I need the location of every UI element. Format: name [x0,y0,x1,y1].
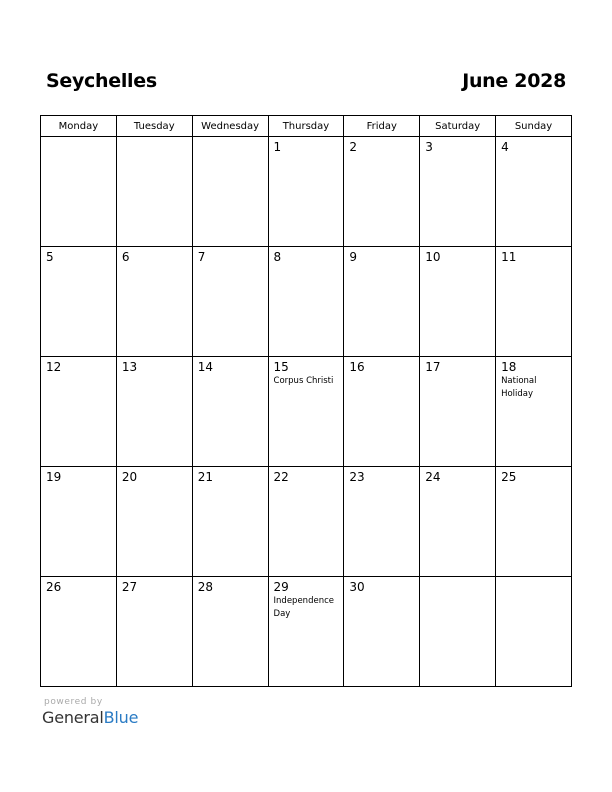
day-cell [41,137,117,247]
holiday-label [344,264,419,265]
holiday-label [420,374,495,375]
day-number: 12 [46,360,62,374]
day-number: 1 [273,140,282,154]
calendar-grid [40,115,572,687]
day-cell [496,247,572,357]
day-cell [116,357,192,467]
day-number: 30 [349,580,365,594]
holiday-label [496,484,571,485]
day-cell [192,467,268,577]
country-title: Seychelles [46,70,157,92]
day-number: 27 [121,580,138,594]
day-number: 25 [501,470,517,484]
day-number: 29 [273,580,289,594]
day-cell [268,247,344,357]
day-number: 14 [197,360,213,374]
day-cell [192,137,268,247]
holiday-label: Independence Day [273,596,334,619]
holiday-label [193,594,268,595]
day-cell [268,467,344,577]
week-row [41,137,572,247]
powered-by-label: powered by [44,697,103,707]
holiday-label [420,581,495,582]
holiday-label [117,264,192,265]
day-cell [192,247,268,357]
day-cell [268,577,344,687]
holiday-label [344,374,419,375]
holiday-label [344,484,419,485]
day-cell [116,137,192,247]
holiday-label [117,374,192,375]
day-number: 24 [425,470,441,484]
week-row [41,247,572,357]
day-number: 18 [501,360,517,374]
weekday-header: Sunday [496,116,572,137]
day-cell [41,467,117,577]
day-number: 13 [121,360,138,374]
day-cell [344,577,420,687]
day-number: 10 [425,250,441,264]
calendar-body [41,137,572,687]
day-number: 3 [425,140,433,154]
month-title: June 2028 [462,70,566,92]
day-number: 23 [349,470,365,484]
day-number: 11 [501,250,517,264]
day-number: 7 [197,250,206,264]
holiday-label [41,484,116,485]
weekday-header: Monday [41,116,117,137]
holiday-label [41,374,116,375]
holiday-label [41,141,116,142]
day-number: 16 [349,360,365,374]
holiday-label [344,594,419,595]
day-cell [41,577,117,687]
holiday-label [269,154,344,155]
day-number: 17 [425,360,441,374]
holiday-label [269,484,344,485]
holiday-label [344,154,419,155]
day-cell [420,467,496,577]
holiday-label [269,264,344,265]
day-cell [420,357,496,467]
day-number: 19 [46,470,62,484]
logo-text-general: General [42,708,104,727]
day-cell [344,247,420,357]
day-cell [420,577,496,687]
day-cell [496,357,572,467]
logo-text-blue: Blue [103,708,139,727]
day-cell [192,357,268,467]
day-cell [496,467,572,577]
day-cell [496,137,572,247]
day-number: 9 [349,250,358,264]
holiday-label [41,594,116,595]
holiday-label [41,264,116,265]
weekday-header: Wednesday [192,116,268,137]
day-number: 8 [273,250,282,264]
holiday-label [420,154,495,155]
day-number: 21 [197,470,213,484]
day-cell [192,577,268,687]
holiday-label [117,594,192,595]
day-cell [344,137,420,247]
day-cell [41,357,117,467]
week-row [41,467,572,577]
day-number: 20 [121,470,138,484]
holiday-label [193,264,268,265]
day-cell [344,467,420,577]
day-cell [344,357,420,467]
day-number: 2 [349,140,358,154]
day-number: 6 [121,250,130,264]
day-cell [496,577,572,687]
day-cell [268,137,344,247]
day-cell [420,137,496,247]
day-cell [41,247,117,357]
holiday-label [193,141,268,142]
week-row [41,357,572,467]
weekday-header: Thursday [268,116,344,137]
holiday-label [117,484,192,485]
holiday-label: National Holiday [501,376,537,399]
weekday-header: Friday [344,116,420,137]
day-cell [420,247,496,357]
day-number: 4 [501,140,509,154]
day-cell [116,467,192,577]
holiday-label [117,141,192,142]
week-row [41,577,572,687]
day-number: 5 [46,250,54,264]
day-number: 22 [273,470,289,484]
day-number: 28 [197,580,213,594]
holiday-label [420,484,495,485]
weekday-header: Tuesday [116,116,192,137]
day-cell [116,247,192,357]
weekday-header: Saturday [420,116,496,137]
day-cell [116,577,192,687]
holiday-label [420,264,495,265]
generalblue-logo [42,708,138,727]
weekday-header-row [41,116,572,137]
day-number: 26 [46,580,62,594]
holiday-label [193,484,268,485]
holiday-label [496,264,571,265]
holiday-label: Corpus Christi [273,376,334,386]
holiday-label [496,581,571,582]
holiday-label [193,374,268,375]
day-cell [268,357,344,467]
holiday-label [496,154,571,155]
day-number: 15 [273,360,289,374]
